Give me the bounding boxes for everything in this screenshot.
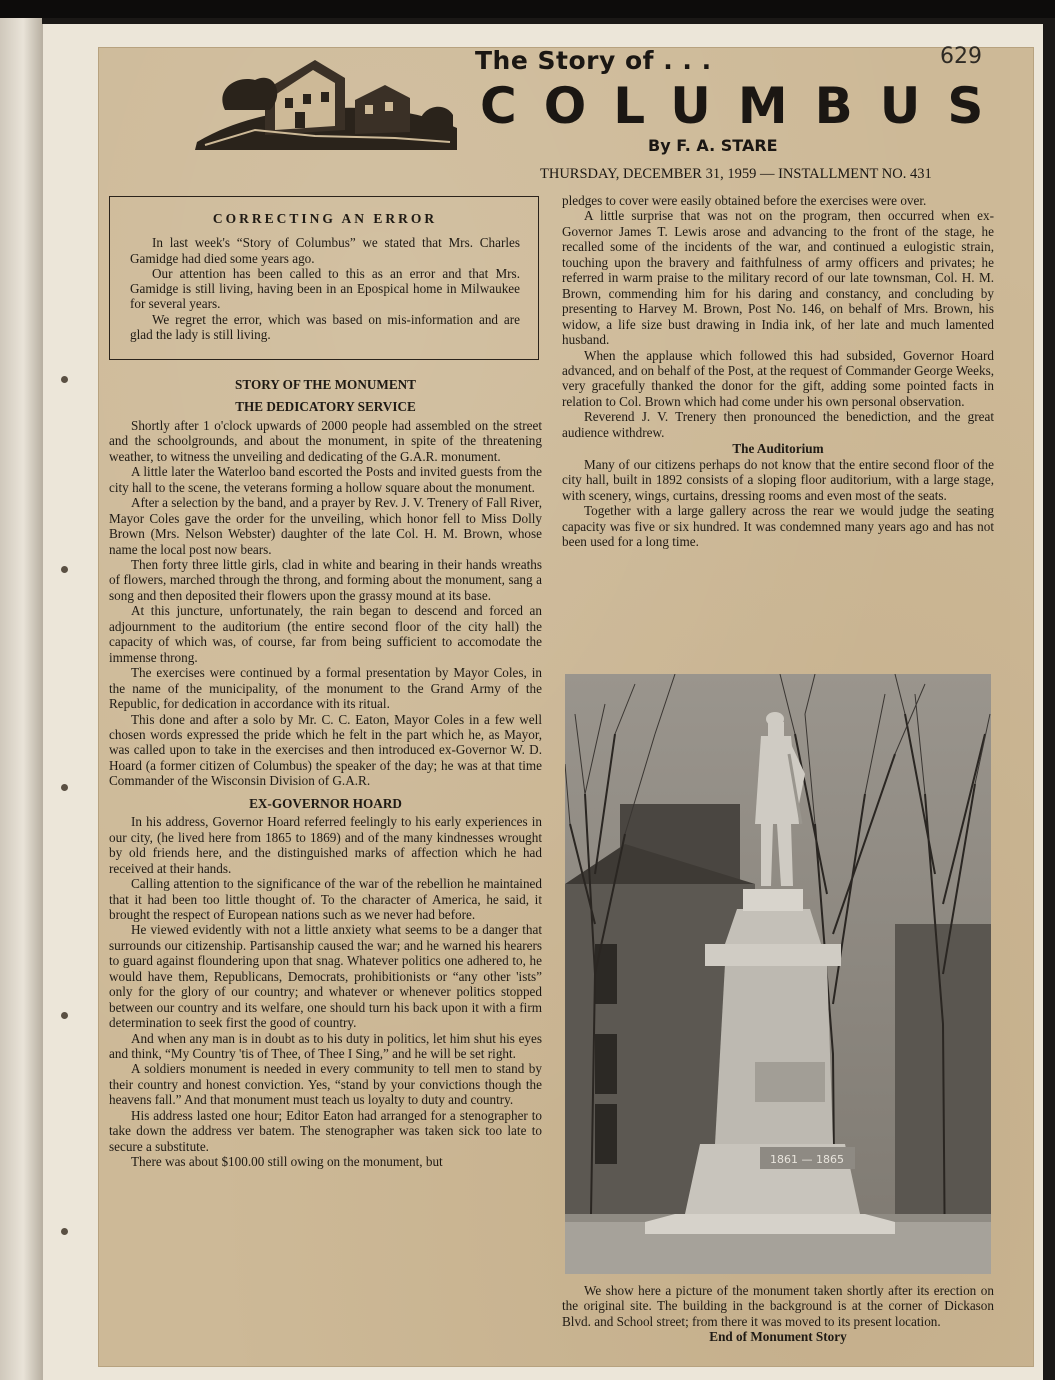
dateline: THURSDAY, DECEMBER 31, 1959 — INSTALLMENT NO. 431 bbox=[540, 166, 932, 182]
section-heading: EX-GOVERNOR HOARD bbox=[249, 795, 402, 811]
correction-paragraph: We regret the error, which was based on mis-information and are glad the lady is still living. bbox=[130, 311, 520, 343]
paragraph: Many of our citizens perhaps do not know that the entire second floor of the city hall, built in 1892 consists of a sloping floor auditorium, with a large stage, with scenery, wings, curtains, dressing rooms and even most of the seats. bbox=[562, 456, 994, 503]
binding-hole bbox=[61, 376, 68, 383]
monument-photo bbox=[565, 674, 991, 1274]
paragraph: When the applause which followed this had subsided, Governor Hoard advanced, and on behalf of the Post, at the request of Commander George Weeks, very gracefully thanked the donor for the gift, adding some pointed facts in relation to Col. Brown which had come under his own personal observation. bbox=[562, 347, 994, 409]
paragraph: Together with a large gallery across the rear we would judge the seating capacity was five or six hundred. It was condemned many years ago and has not been used for a long time. bbox=[562, 503, 994, 549]
binding-hole bbox=[61, 1012, 68, 1019]
correction-paragraph: Our attention has been called to this as an error and that Mrs. Gamidge is still living, having been in an Epospical home in Milwaukee for several years. bbox=[130, 265, 520, 312]
left-column bbox=[109, 370, 542, 1170]
correction-title: CORRECTING AN ERROR bbox=[212, 211, 438, 226]
right-column bbox=[562, 193, 994, 549]
paragraph: A little surprise that was not on the program, then occurred when ex-Governor James T. Lewis arose and advancing to the front of the stage, he recalled some of the incidents of the war, and continued a eulogistic strain, touching upon the bravery and faithfulness of army officers and privates; he referred in warm praise to the military record of our late townsman, Col. H. M. Brown, commending him for his daring and constancy, and concluding by presenting to Harvey M. Brown, Post No. 146, on behalf of Mrs. Brown, his widow, a life size bust drawing in India ink, of her late and much lamented husband. bbox=[562, 208, 994, 348]
paragraph: Shortly after 1 o'clock upwards of 2000 people had assembled on the street and the schoolgrounds, and about the monument, in spite of the threatening weather, to witness the unveiling and dedicating of the G.A.R. monument. bbox=[109, 417, 542, 464]
caption-text: We show here a picture of the monument taken shortly after its erection on the original site. The building in the background is at the corner of Dickason Blvd. and School street; from there it was moved to its present location. bbox=[562, 1283, 994, 1329]
binding-hole bbox=[61, 1228, 68, 1235]
correction-box bbox=[109, 196, 539, 360]
paragraph: He viewed evidently with not a little anxiety what seems to be a danger that surrounds our citizenship. Partisanship caused the war; and he warned his hearers to guard against floundering upon that snag. Whatever politics one adhered to, he would have them, Republicans, Democrats, prohibitionists or “any other 'ists” only for the glory of our country; and whatever or whenever politics stopped between our country and its welfare, one should turn his back upon it with a firm determination to seek first the good of country. bbox=[109, 922, 542, 1031]
paragraph: Calling attention to the significance of the war of the rebellion he maintained that it had been too little thought of. To the character of America, he said, it brought the respect of European nations such as we never had before. bbox=[109, 876, 542, 922]
byline: By F. A. STARE bbox=[648, 136, 778, 155]
paragraph: His address lasted one hour; Editor Eaton had arranged for a stenographer to take down the address ver batem. The stenographer was taken sick too late to secure a substitute. bbox=[109, 1107, 542, 1154]
paragraph: A little later the Waterloo band escorted the Posts and invited guests from the city hall to the scene, the veterans forming a hollow square about the monument. bbox=[109, 464, 542, 495]
village-sketch-illustration bbox=[195, 50, 460, 150]
photo-caption bbox=[562, 1283, 994, 1345]
end-note: End of Monument Story bbox=[709, 1329, 847, 1345]
paragraph: And when any man is in doubt as to his duty in politics, let him shut his eyes and think, “My Country 'tis of Thee, of Thee I Sing,” and he will be set right. bbox=[109, 1030, 542, 1062]
paragraph: After a selection by the band, and a prayer by Rev. J. V. Trenery of Fall River, Mayor Coles gave the order for the unveiling, which honor fell to Miss Dolly Brown (Mrs. Nelson Webster) daughter of the late Col. H. M. Brown, whose name the local post now bears. bbox=[109, 495, 542, 557]
paragraph: In his address, Governor Hoard referred feelingly to his early experiences in our city, (he lived here from 1865 to 1869) and of the many kindnesses wrought by old friends here, and the distinguished marks of affection which he had received at their hands. bbox=[109, 814, 542, 876]
paragraph: There was about $100.00 still owing on the monument, but bbox=[131, 1154, 443, 1170]
binding-hole bbox=[61, 784, 68, 791]
binding-hole bbox=[61, 566, 68, 573]
album-binding bbox=[0, 18, 42, 1380]
paragraph: This done and after a solo by Mr. C. C. Eaton, Mayor Coles in a few well chosen words expressed the pride which he felt in the part which he, as Mayor, was called upon to take in the exercises and then introduced ex-Governor W. D. Hoard (a former citizen of Columbus) the speaker of the day; he was at that time Commander of the Wisconsin Division of G.A.R. bbox=[109, 711, 542, 789]
header-kicker: The Story of . . . bbox=[475, 46, 712, 75]
paragraph: A soldiers monument is needed in every community to tell men to stand by their country and honest conviction. Yes, “stand by your convictions though the heavens fall.” And that monument must teach us loyalty to duty and country. bbox=[109, 1061, 542, 1108]
scanner-frame-top bbox=[0, 0, 1055, 18]
paragraph: pledges to cover were easily obtained before the exercises were over. bbox=[562, 193, 927, 208]
section-heading: STORY OF THE MONUMENT bbox=[235, 377, 416, 392]
paragraph: Then forty three little girls, clad in white and bearing in their hands wreaths of flowers, marched through the throng, and forming about the monument, sang a song and then deposited their flowers upon the grassy mound at its base. bbox=[109, 556, 542, 603]
paragraph: At this juncture, unfortunately, the rain began to descend and forced an adjournment to the auditorium (the entire second floor of the city hall) the capacity of which was, of course, far from being sufficient to accomodate the immense throng. bbox=[109, 603, 542, 665]
correction-paragraph: In last week's “Story of Columbus” we stated that Mrs. Charles Gamidge had died some years ago. bbox=[130, 235, 520, 266]
page-number: 629 bbox=[940, 44, 982, 69]
section-heading: THE DEDICATORY SERVICE bbox=[235, 399, 416, 415]
monument-plaque: 1861 — 1865 bbox=[770, 1153, 844, 1166]
paragraph: Reverend J. V. Trenery then pronounced the benediction, and the great audience withdrew. bbox=[562, 409, 994, 440]
masthead-title: COLUMBUS bbox=[480, 77, 1011, 135]
paragraph: The exercises were continued by a formal presentation by Mayor Coles, in the name of the municipality, of the monument to the Grand Army of the Republic, for dedication in accordance with its ritual. bbox=[109, 665, 542, 712]
section-heading: The Auditorium bbox=[732, 441, 824, 457]
